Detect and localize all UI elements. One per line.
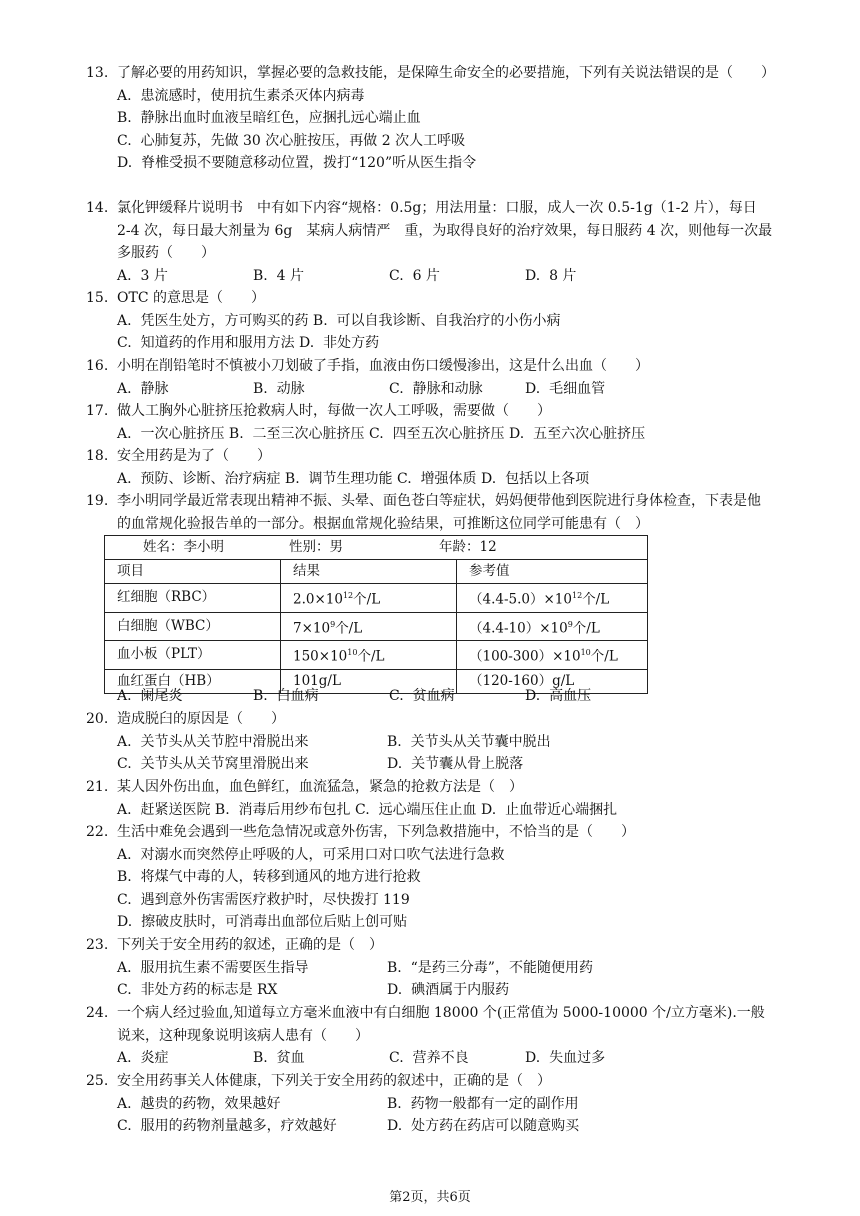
question-stem: 生活中难免会遇到一些危急情况或意外伤害，下列急救措施中，不恰当的是（ ） [117, 824, 635, 840]
option-a: A. 静脉 [117, 380, 169, 397]
reference-cell: （120-160）g/L [457, 669, 648, 693]
question-number: 18. [86, 448, 109, 464]
question-stem: 做人工胸外心脏挤压抢救病人时，每做一次人工呼吸，需要做（ ） [117, 403, 551, 419]
question-number: 21. [86, 779, 109, 795]
table-column-headers [105, 560, 648, 584]
option-line: A. 预防、诊断、治疗病症 B. 调节生理功能 C. 增强体质 D. 包括以上各项 [117, 470, 590, 487]
option-b: B. “是药三分毒”，不能随便用药 [387, 959, 593, 976]
question-number: 23. [86, 937, 109, 953]
option-c: C. 关节头从关节窝里滑脱出来 [117, 756, 309, 772]
option-d: D. 毛细血管 [525, 380, 606, 397]
option-d: D. 擦破皮肤时，可消毒出血部位后贴上创可贴 [117, 914, 408, 930]
option-line: A. 凭医生处方，方可购买的药 B. 可以自我诊断、自我治疗的小伤小病 [117, 312, 561, 329]
reference-cell: $(100-300)\times 10^{10}$个/L [457, 641, 648, 670]
option-d: D. 8 片 [525, 267, 577, 284]
result-cell: 101g/L [281, 669, 457, 693]
question-number: 16. [86, 358, 109, 374]
option-d: D. 关节囊从骨上脱落 [387, 756, 524, 772]
option-c: C. 非处方药的标志是 RX [117, 982, 278, 998]
table-header-row [105, 536, 648, 560]
question-16 [86, 355, 774, 400]
result-cell: $2.0\times 10^{12}$个/L [281, 584, 457, 613]
patient-age: 年龄：12 [439, 539, 497, 555]
option-c: C. 服用的药物剂量越多，疗效越好 [117, 1118, 337, 1134]
question-number: 24. [86, 1005, 109, 1021]
option-b: B. 贫血 [253, 1050, 305, 1066]
question-number: 19. [86, 493, 109, 509]
question-stem: 一个病人经过验血,知道每立方毫米血液中有白细胞 18000 个(正常值为 5000-10000 个/立方毫米).一般说来，这种现象说明该病人患有（ ） [117, 1005, 765, 1044]
option-a: A. 对溺水而突然停止呼吸的人，可采用口对口吹气法进行急救 [117, 846, 505, 863]
option-b: B. 4 片 [253, 267, 304, 284]
question-24 [86, 1002, 774, 1070]
option-c: C. 心肺复苏，先做 30 次心脏按压，再做 2 次人工呼吸 [117, 132, 466, 149]
question-stem: 氯化钾缓释片说明书 中有如下内容“规格：0.5g；用法用量：口服，成人一次 0.5-1g（1-2 片），每日 2-4 次，每日最大剂量为 6g 某病人病情严 重，为取得良好的治疗效果，每日服药 4 次，则他每一次最多服药（ ） [117, 200, 773, 261]
question-number: 15. [86, 290, 109, 306]
option-a: A. 3 片 [117, 267, 168, 284]
option-b: B. 静脉出血时血液呈暗红色，应捆扎远心端止血 [117, 110, 421, 126]
table-row [105, 641, 648, 670]
result-cell: $150\times 10^{10}$个/L [281, 641, 457, 670]
column-header: 参考值 [457, 560, 648, 584]
option-a: A. 关节头从关节腔中滑脱出来 [117, 733, 309, 750]
table-row [105, 612, 648, 641]
patient-name: 姓名：李小明 [143, 539, 224, 555]
question-25 [86, 1070, 774, 1138]
option-d: D. 碘酒属于内服药 [387, 982, 510, 998]
question-stem: 小明在削铅笔时不慎被小刀划破了手指，血液由伤口缓慢渗出，这是什么出血（ ） [117, 358, 649, 374]
option-d: D. 脊椎受损不要随意移动位置，拨打“120”听从医生指令 [117, 155, 477, 171]
option-c: C. 6 片 [389, 267, 440, 284]
question-number: 20. [86, 711, 109, 727]
option-b: B. 动脉 [253, 380, 305, 397]
question-19 [86, 490, 774, 535]
item-cell: 白细胞（WBC） [105, 612, 281, 641]
column-header: 结果 [281, 560, 457, 584]
option-a: A. 服用抗生素不需要医生指导 [117, 959, 309, 976]
table-row [105, 584, 648, 613]
question-stem: 安全用药事关人体健康，下列关于安全用药的叙述中，正确的是（ ） [117, 1073, 551, 1089]
option-d: D. 高血压 [525, 688, 592, 704]
question-number: 25. [86, 1073, 109, 1089]
question-19-options [86, 685, 774, 708]
item-cell: 血小板（PLT） [105, 641, 281, 670]
option-b: B. 药物一般都有一定的副作用 [387, 1095, 579, 1112]
question-21 [86, 776, 774, 821]
option-line: C. 知道药的作用和服用方法 D. 非处方药 [117, 335, 380, 351]
question-stem: 下列关于安全用药的叙述，正确的是（ ） [117, 937, 383, 953]
question-stem: 李小明同学最近常表现出精神不振、头晕、面色苍白等症状，妈妈便带他到医院进行身体检查，下表是他的血常规化验报告单的一部分。根据血常规化验结果，可推断这位同学可能患有（ ） [117, 493, 761, 532]
question-number: 13. [86, 65, 109, 81]
option-c: C. 营养不良 [389, 1050, 469, 1066]
item-cell: 血红蛋白（HB） [105, 669, 281, 693]
option-line: A. 赶紧送医院 B. 消毒后用纱布包扎 C. 远心端压住止血 D. 止血带近心端捆扎 [117, 801, 618, 818]
question-number: 14. [86, 200, 109, 216]
question-stem: 某人因外伤出血，血色鲜红，血流猛急，紧急的抢救方法是（ ） [117, 779, 523, 795]
question-stem: 了解必要的用药知识，掌握必要的急救技能，是保障生命安全的必要措施，下列有关说法错误的是（ ） [117, 65, 775, 81]
result-cell: $7\times 10^9$个/L [281, 612, 457, 641]
option-c: C. 贫血病 [389, 688, 455, 704]
question-14 [86, 197, 774, 287]
reference-cell: $(4.4-5.0)\times 10^{12}$个/L [457, 584, 648, 613]
item-cell: 红细胞（RBC） [105, 584, 281, 613]
question-stem: 安全用药是为了（ ） [117, 448, 271, 464]
blood-test-table [104, 535, 648, 694]
question-18 [86, 445, 774, 490]
option-b: B. 关节头从关节囊中脱出 [387, 733, 551, 750]
patient-gender: 性别：男 [289, 539, 343, 555]
question-17 [86, 400, 774, 445]
question-number: 22. [86, 824, 109, 840]
question-stem: OTC 的意思是（ ） [117, 290, 265, 306]
option-b: B. 白血病 [253, 688, 319, 704]
column-header: 项目 [105, 560, 281, 584]
option-a: A. 患流感时，使用抗生素杀灭体内病毒 [117, 87, 365, 104]
page-footer: 第2页，共6页 [389, 1190, 471, 1205]
question-22 [86, 821, 774, 934]
option-c: C. 静脉和动脉 [389, 380, 483, 397]
option-d: D. 处方药在药店可以随意购买 [387, 1118, 580, 1134]
option-line: A. 一次心脏挤压 B. 二至三次心脏挤压 C. 四至五次心脏挤压 D. 五至六次心脏挤压 [117, 425, 646, 442]
question-number: 17. [86, 403, 109, 419]
option-d: D. 失血过多 [525, 1050, 606, 1066]
option-a: A. 阑尾炎 [117, 688, 183, 704]
option-a: A. 越贵的药物，效果越好 [117, 1095, 281, 1112]
reference-cell: $(4.4-10)\times 10^9$个/L [457, 612, 648, 641]
question-15 [86, 287, 774, 355]
question-20 [86, 708, 774, 776]
question-13 [86, 62, 774, 175]
question-23 [86, 934, 774, 1002]
option-c: C. 遇到意外伤害需医疗救护时，尽快拨打 119 [117, 891, 410, 908]
question-stem: 造成脱臼的原因是（ ） [117, 711, 285, 727]
option-b: B. 将煤气中毒的人，转移到通风的地方进行抢救 [117, 869, 421, 885]
option-a: A. 炎症 [117, 1050, 169, 1066]
